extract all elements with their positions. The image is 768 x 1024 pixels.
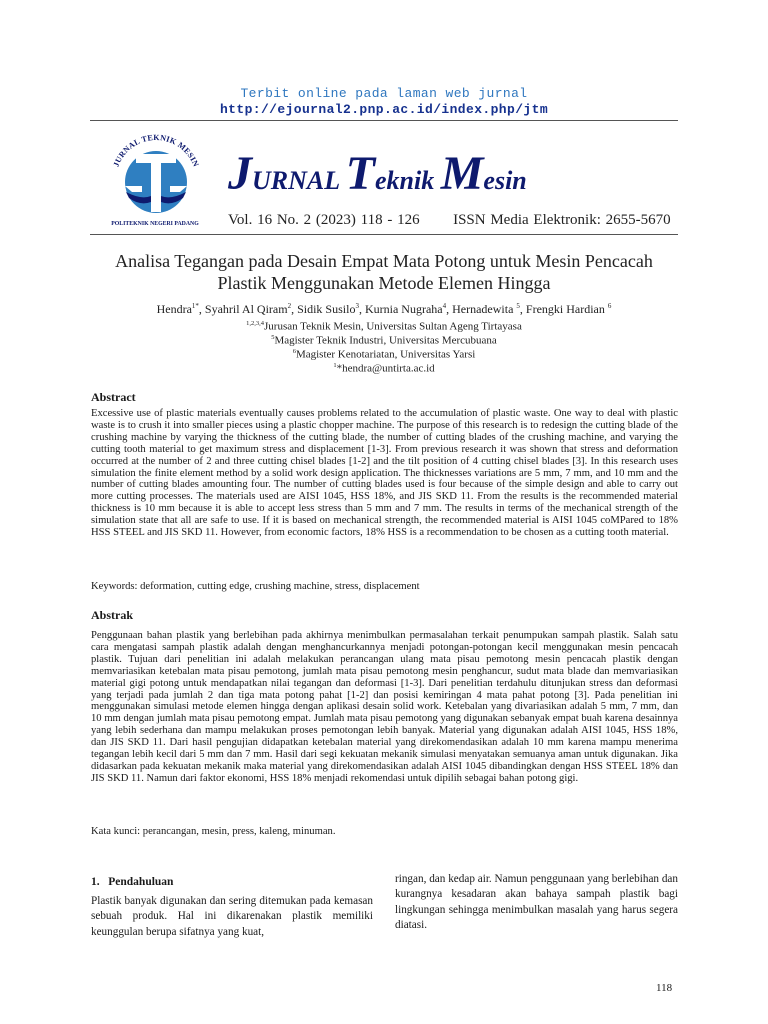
author-name: Syahril Al Qiram bbox=[204, 302, 288, 316]
masthead-rule bbox=[90, 234, 678, 235]
volume-line bbox=[228, 212, 671, 229]
author-sup: 3 bbox=[355, 302, 359, 310]
abstrak-heading: Abstrak bbox=[91, 608, 134, 622]
abstrak-text: Penggunaan bahan plastik yang berlebihan pada akhirnya menimbulkan permasalahan terkait penumpukan sampah plastik. Salah satu cara mengatasi sampah plastik adalah dengan menghancurkannya menjadi potongan-potongan kecil menggunakan mesin pencacah plastik. Tujuan dari penelitian ini adalah melakukan perancangan ulang mata pisau pemotong mesin pencacah plastik dengan memvariasikan ketebalan mata pisau pemotong, jumlah mata pisau pemotong mesin penghancur, sudut mata blade dan memvariasikan material gigi potong untuk mendapatkan nilai tegangan dan deformasi [1-3]. Dari penelitian terdahulu ditunjukan stress dan deformasi yang terjadi pada jumlah 2 dan tiga mata potong pahat [1-2] dan posisi kemiringan 4 mata pahat potong [3]. Pada penelitian ini menggunakan simulasi metode elemen hingga dengan aplikasi desain solid work. Ketebalan yang divariasikan adalah 5 mm, 7 mm, dan 10 mm dengan jumlah mata pisau pemotong empat. Jumlah mata pisau pemotong yang digunakan sebanyak empat buah karena desainnya yang lebih sederhana dan mampu melakukan proses pemotongan lebih banyak. Material yang digunakan adalah AISI 1045, HSS 18%, dan JIS SKD 11. Dari hasil pengujian didapatkan ketebalan material yang direkomendasikan adalah 10 mm karena mampu menerima tegangan lebih kecil dari 5 mm dan 7 mm. Hasil dari segi kekuatan mekanik simulasi menyatakan semuanya aman untuk digunakan. Jika didasarkan pada kekuatan mekanik maka material yang direkomendasikan adalah AISI 1045 dibandingkan dengan HSS STEEL 18% dan JIS SKD 11. Namun dari faktor ekonomi, HSS 18% menjadi rekomendasi untuk dipilih sebagai bahan potong gigi. bbox=[91, 630, 678, 784]
affiliation: $^5$Magister Teknik Industri, Universitas Mercubuana bbox=[271, 334, 497, 347]
journal-url[interactable]: http://ejournal2.pnp.ac.id/index.php/jtm bbox=[219, 102, 549, 117]
journal-title-part: J bbox=[228, 147, 252, 200]
abstract-keywords: Keywords: deformation, cutting edge, crushing machine, stress, displacement bbox=[91, 581, 420, 592]
journal-logo bbox=[96, 126, 214, 230]
header-rule bbox=[90, 120, 678, 121]
author-sup: 2 bbox=[287, 302, 292, 310]
paper-title-line: Plastik Menggunakan Metode Elemen Hingga bbox=[217, 273, 551, 293]
author-sup: 4 bbox=[442, 302, 447, 310]
author-name: Frengki Hardian bbox=[525, 302, 608, 316]
journal-title-part: M bbox=[440, 147, 484, 200]
author-name: Kurnia Nugraha bbox=[364, 302, 443, 316]
journal-title bbox=[228, 146, 527, 201]
affiliation: $^{1,2,3,4}$Jurusan Teknik Mesin, Universitas Sultan Ageng Tirtayasa bbox=[246, 320, 522, 333]
volume-info: Vol. 16 No. 2 (2023) 118 - 126 bbox=[228, 212, 420, 228]
publish-line: Terbit online pada laman web jurnal bbox=[240, 86, 528, 101]
journal-logo-emblem bbox=[96, 126, 214, 230]
author-name: Hernadewita bbox=[452, 302, 517, 316]
logo-bottom-text: POLITEKNIK NEGERI PADANG bbox=[111, 221, 199, 227]
author-name: Sidik Susilo bbox=[297, 302, 356, 316]
author-sup: 6 bbox=[607, 302, 612, 310]
author-list: Hendra$^{1*}$, Syahril Al Qiram$^2$, Sidik Susilo$^3$, Kurnia Nugraha$^4$, Hernadewita $^5$, Frengki Hardian $^6$ bbox=[156, 302, 612, 316]
author-sup: 5 bbox=[516, 302, 520, 310]
journal-title-part: eknik bbox=[374, 166, 441, 195]
paper-title-line: Analisa Tegangan pada Desain Empat Mata Potong untuk Mesin Pencacah bbox=[115, 251, 653, 271]
logo-top-text: JURNAL TEKNIK MESIN bbox=[111, 132, 201, 169]
page-number: 118 bbox=[656, 982, 673, 994]
intro-text-left: Plastik banyak digunakan dan sering ditemukan pada kemasan sebuah produk. Hal ini dikarenakan plastik memiliki keunggulan berupa sifatnya yang kuat, bbox=[91, 895, 373, 938]
journal-title-part: URNAL bbox=[252, 166, 346, 195]
author-name: Hendra bbox=[156, 302, 192, 316]
journal-title-part: esin bbox=[483, 166, 527, 195]
author-email: $^1$*hendra@untirta.ac.id bbox=[333, 362, 435, 375]
paper-title bbox=[80, 250, 688, 294]
affiliation: $^6$Magister Kenotariatan, Universitas Yarsi bbox=[292, 348, 476, 361]
author-sup: 1* bbox=[191, 302, 199, 310]
abstrak-keywords: Kata kunci: perancangan, mesin, press, kaleng, minuman. bbox=[91, 826, 336, 837]
abstract-heading: Abstract bbox=[91, 390, 136, 404]
issn-info: ISSN Media Elektronik: 2655-5670 bbox=[453, 212, 671, 228]
section-heading: 1. Pendahuluan bbox=[91, 876, 174, 888]
intro-text-right: ringan, dan kedap air. Namun penggunaan yang berlebihan dan kurangnya kesadaran akan bahaya sampah plastik bagi lingkungan sehingga menimbulkan masalah yang harus segera diatasi. bbox=[395, 873, 678, 932]
abstract-text: Excessive use of plastic materials eventually causes problems related to the accumulation of plastic waste. One way to deal with plastic waste is to crush it into smaller pieces using a plastic chopper machine. The purpose of this research is to redesign the cutting blade of the crushing machine by varying the thickness of the cutting blade, the number of cutting blades of the crushing machine, and varying the cutting tooth material to get maximum stress and displacement [1-3]. From previous research it was shown that stress and deformation occurred at the number of 2 and three cutting chisel blades [1-2] and the tilt position of 4 cutting chisel blades [3]. In this research uses simulation the finite element method by a solid work design application. The thicknesses variations are 5 mm, 7 mm, and 10 mm and the number of cutting blades amounting four. The number of cutting blades used is four because of the simple design and able to carry out more cutting processes. The materials used are AISI 1045, HSS 18%, and JIS SKD 11. From the results is the recommended material thickness is 10 mm because it is able to accept less stress than 5 mm and 7 mm. The results in terms of the mechanical strength of the simulation state that all are safe to use. If it is based on mechanical strength, the recommended material is AISI 1045 coMPared to 18% HSS STEEL and JIS SKD 11. However, from economic factors, 18% HSS is a recommendation to be chosen as a cutting tooth material. bbox=[91, 408, 678, 539]
journal-title-part: T bbox=[345, 147, 375, 200]
